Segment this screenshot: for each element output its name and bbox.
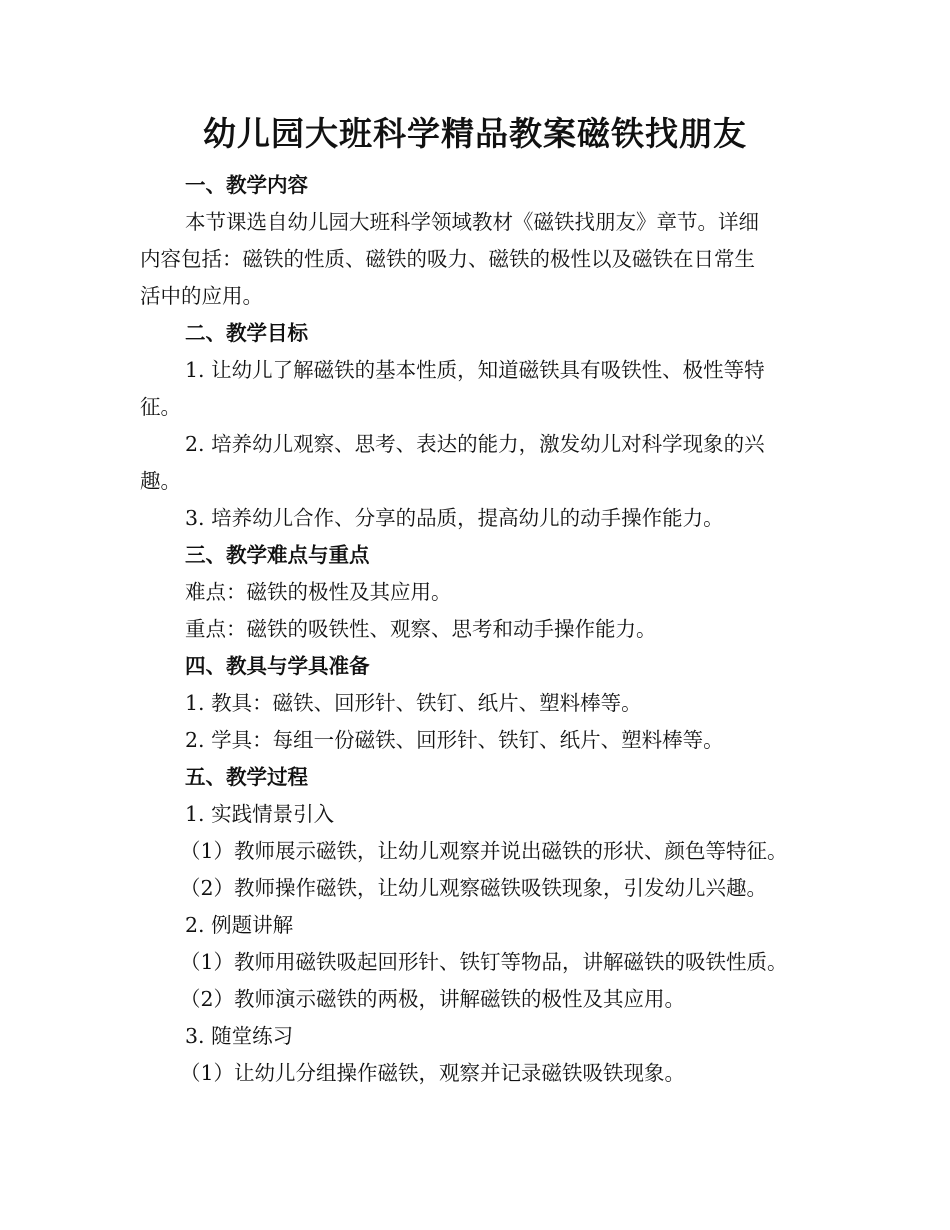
list-item-line: 2. 培养幼儿观察、思考、表达的能力，激发幼儿对科学现象的兴 bbox=[185, 432, 765, 456]
paragraph-line: 重点：磁铁的吸铁性、观察、思考和动手操作能力。 bbox=[185, 617, 657, 641]
paragraph-line: 难点：磁铁的极性及其应用。 bbox=[185, 580, 452, 604]
paragraph-line: 本节课选自幼儿园大班科学领域教材《磁铁找朋友》章节。详细 bbox=[185, 210, 759, 234]
list-item-line: 3. 随堂练习 bbox=[185, 1024, 294, 1048]
list-item-line: （2）教师演示磁铁的两极，讲解磁铁的极性及其应用。 bbox=[180, 987, 686, 1011]
list-item-line: （1）让幼儿分组操作磁铁，观察并记录磁铁吸铁现象。 bbox=[180, 1061, 686, 1085]
list-item-line: 1. 实践情景引入 bbox=[185, 802, 335, 826]
paragraph-line: 活中的应用。 bbox=[140, 284, 263, 308]
list-item-line: 1. 教具：磁铁、回形针、铁钉、纸片、塑料棒等。 bbox=[185, 691, 642, 715]
list-item-line: 3. 培养幼儿合作、分享的品质，提高幼儿的动手操作能力。 bbox=[185, 506, 724, 530]
list-item-line: 2. 例题讲解 bbox=[185, 913, 294, 937]
list-item-line: 2. 学具：每组一份磁铁、回形针、铁钉、纸片、塑料棒等。 bbox=[185, 728, 724, 752]
section-heading-teaching-content: 一、教学内容 bbox=[185, 173, 308, 197]
section-heading-difficulties-key-points: 三、教学难点与重点 bbox=[185, 543, 370, 567]
section-heading-teaching-objectives: 二、教学目标 bbox=[185, 321, 308, 345]
list-item-line: 1. 让幼儿了解磁铁的基本性质，知道磁铁具有吸铁性、极性等特 bbox=[185, 358, 765, 382]
section-heading-teaching-process: 五、教学过程 bbox=[185, 765, 308, 789]
list-item-line: （2）教师操作磁铁，让幼儿观察磁铁吸铁现象，引发幼儿兴趣。 bbox=[180, 876, 768, 900]
list-item-line: （1）教师展示磁铁，让幼儿观察并说出磁铁的形状、颜色等特征。 bbox=[180, 839, 788, 863]
paragraph-line: 内容包括：磁铁的性质、磁铁的吸力、磁铁的极性以及磁铁在日常生 bbox=[140, 247, 755, 271]
list-item-line: 征。 bbox=[140, 395, 181, 419]
list-item-line: 趣。 bbox=[140, 469, 181, 493]
document-title: 幼儿园大班科学精品教案磁铁找朋友 bbox=[203, 114, 747, 153]
list-item-line: （1）教师用磁铁吸起回形针、铁钉等物品，讲解磁铁的吸铁性质。 bbox=[180, 950, 788, 974]
section-heading-teaching-aids: 四、教具与学具准备 bbox=[185, 654, 370, 678]
